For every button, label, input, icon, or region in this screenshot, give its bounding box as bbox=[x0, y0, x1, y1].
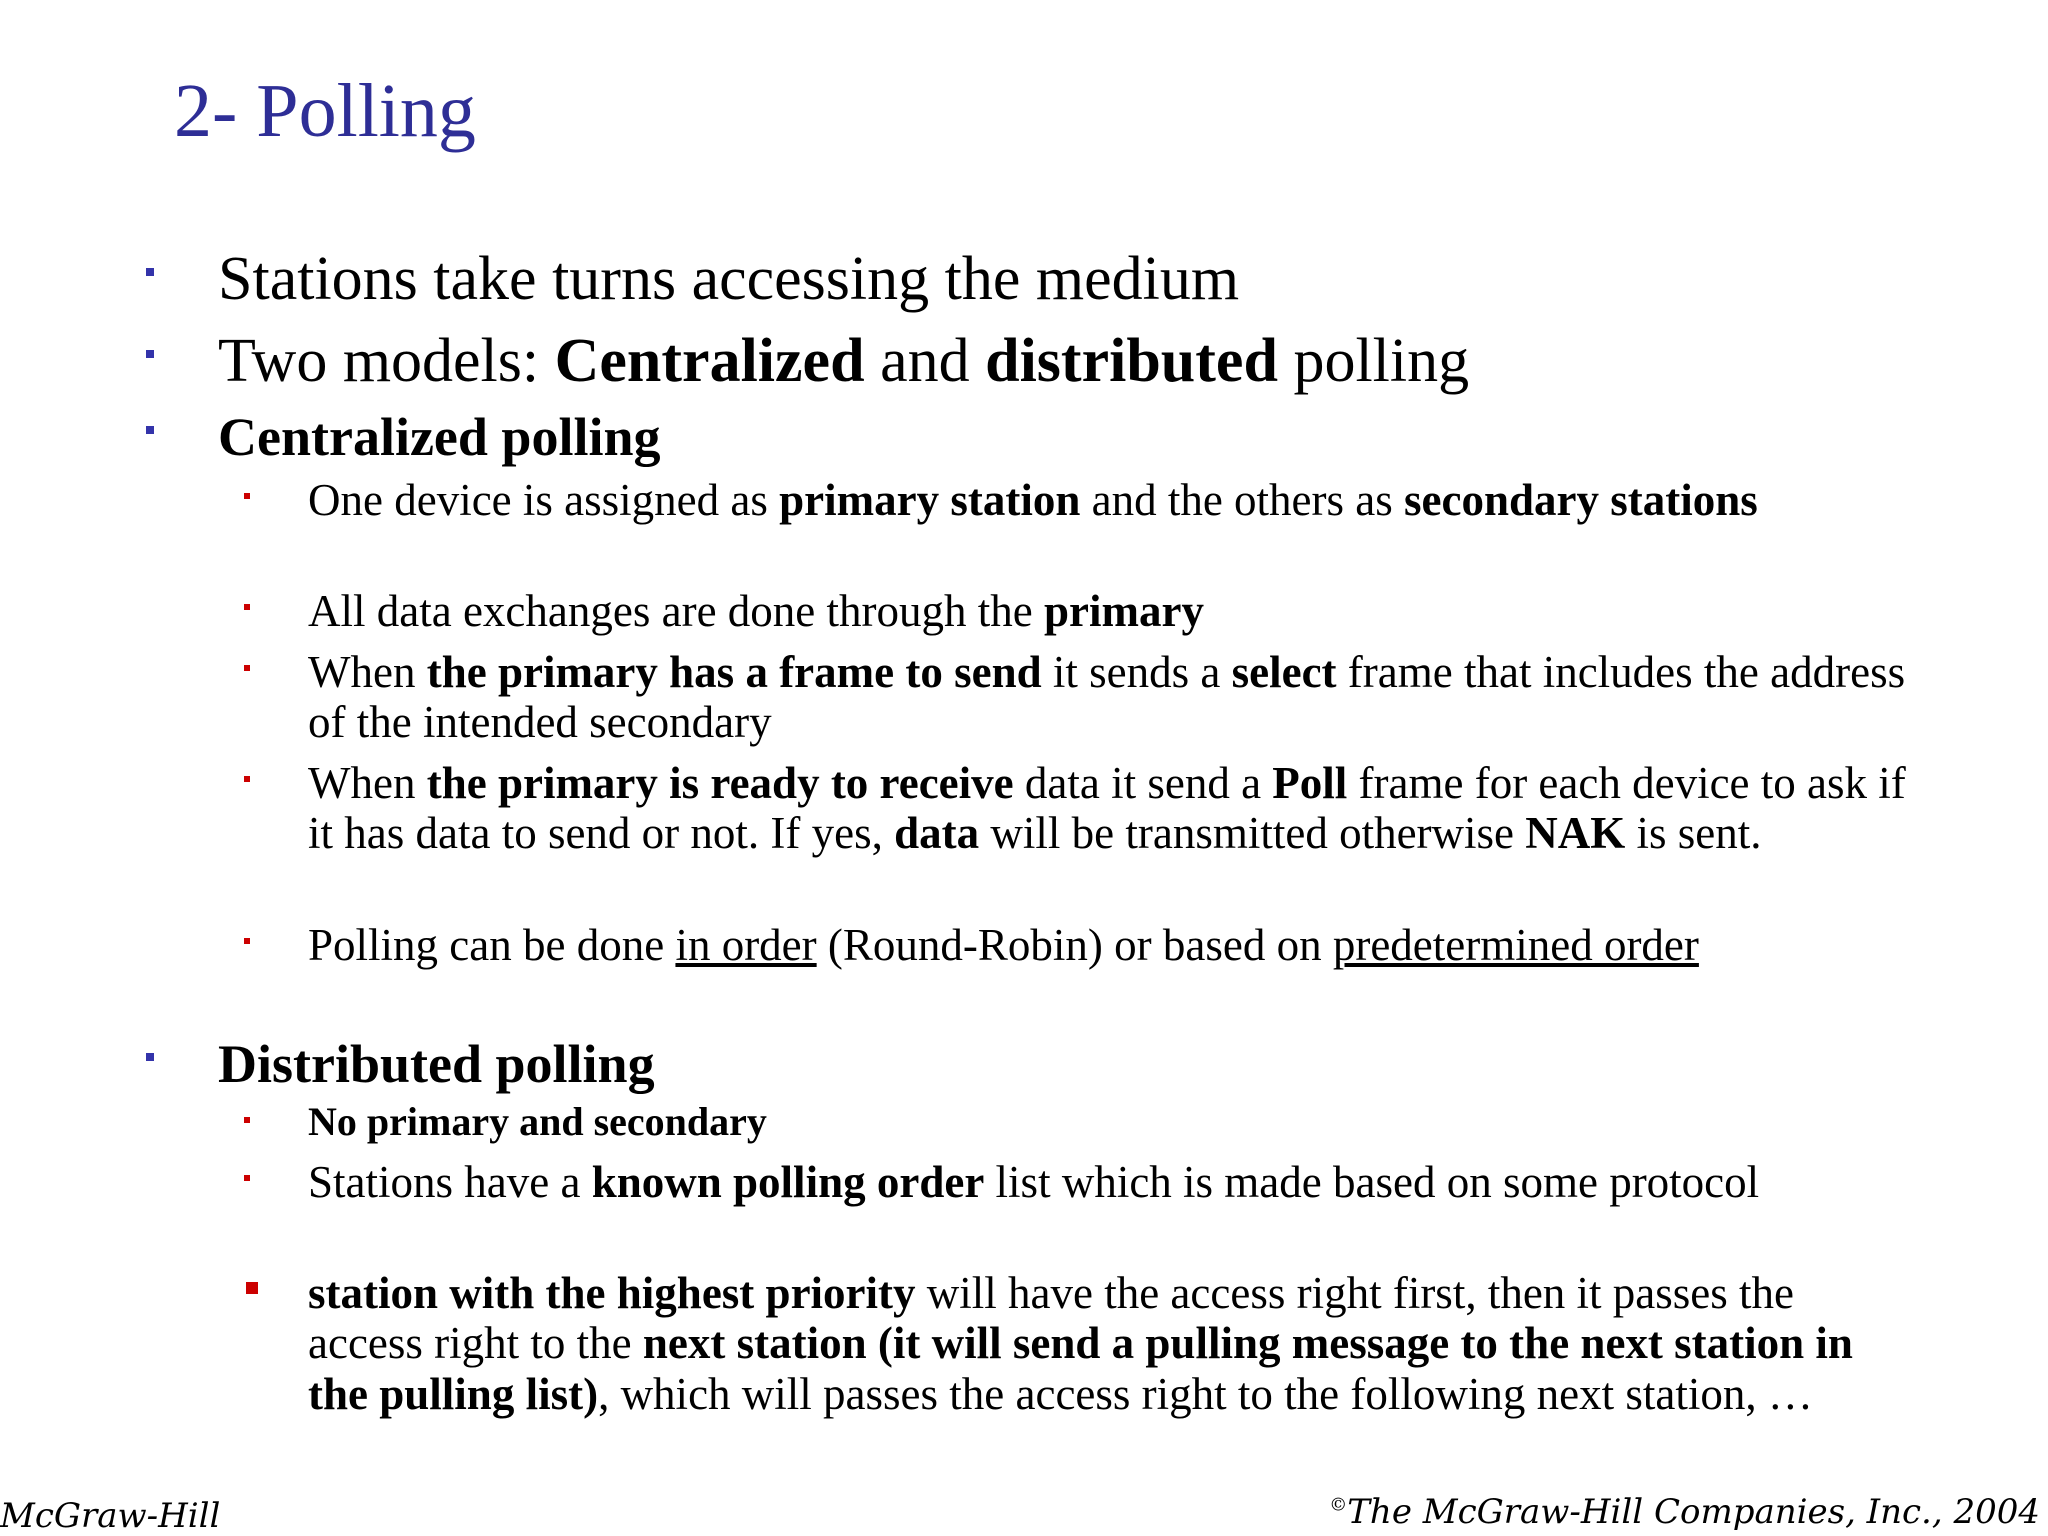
bullet-primary-station: One device is assigned as primary station and the others as secondary stations bbox=[308, 475, 1758, 525]
footer-copyright: ©The McGraw-Hill Companies, Inc., 2004 bbox=[1329, 1492, 2040, 1532]
bullet-select-frame: When the primary has a frame to send it sends a select frame that includes the address of the intended secondary bbox=[308, 647, 1906, 748]
bullet-marker bbox=[244, 776, 250, 782]
bullet-marker bbox=[244, 1117, 250, 1123]
bullet-two-models: Two models: Centralized and distributed polling bbox=[218, 327, 1470, 395]
footer-publisher: McGraw-Hill bbox=[0, 1496, 221, 1536]
bullet-marker bbox=[244, 665, 250, 671]
bullet-marker bbox=[146, 350, 154, 358]
bullet-polling-order: Polling can be done in order (Round-Robin) or based on predetermined order bbox=[308, 920, 1699, 970]
bullet-known-polling-order: Stations have a known polling order list which is made based on some protocol bbox=[308, 1157, 1760, 1207]
bullet-stations-take-turns: Stations take turns accessing the medium bbox=[218, 245, 1240, 313]
bullet-marker bbox=[244, 1175, 250, 1181]
bullet-marker bbox=[146, 268, 154, 276]
bullet-marker bbox=[146, 426, 154, 434]
bullet-no-primary: No primary and secondary bbox=[308, 1099, 767, 1144]
heading-distributed-polling: Distributed polling bbox=[218, 1034, 655, 1094]
bullet-marker bbox=[244, 493, 250, 499]
bullet-poll-frame: When the primary is ready to receive data it send a Poll frame for each device to ask if it has data to send or not. If yes, data will be transmitted otherwise NAK is sent. bbox=[308, 758, 1906, 859]
bullet-highest-priority: station with the highest priority will have the access right first, then it passes the access right to the next station (it will send a pulling message to the next station in the pulling list), which will passes the access right to the following next station, … bbox=[308, 1268, 1853, 1419]
bullet-marker bbox=[244, 938, 250, 944]
bullet-marker bbox=[146, 1053, 154, 1061]
bullet-data-exchanges: All data exchanges are done through the primary bbox=[308, 586, 1204, 636]
slide-title: 2- Polling bbox=[174, 69, 476, 153]
heading-centralized-polling: Centralized polling bbox=[218, 407, 661, 467]
bullet-marker bbox=[244, 604, 250, 610]
bullet-marker bbox=[246, 1282, 258, 1294]
